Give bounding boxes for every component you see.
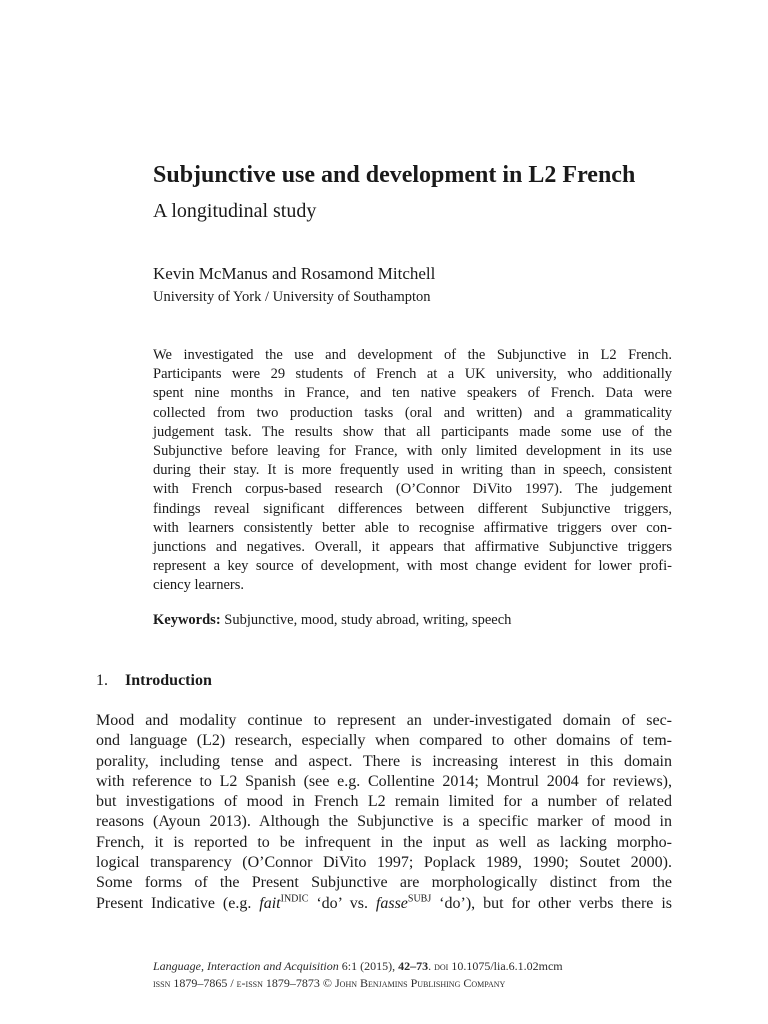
gloss-subj: SUBJ [407,893,432,905]
body-line: porality, including tense and aspect. There is increasing interest in this domain [96,752,672,770]
article-subtitle: A longitudinal study [153,200,317,222]
abstract [153,346,672,596]
affiliation: University of York / University of Southampton [153,289,431,305]
abstract-line: findings reveal significant differences between different Subjunctive triggers, [153,500,672,517]
abstract-line: Subjunctive before leaving for France, with only limited development in its use [153,443,672,460]
footer-issn: issn 1879–7865 / e-issn 1879–7873 © John Benjamins Publishing Company [153,976,506,990]
abstract-line: with learners consistently better able to recognise affirmative triggers over con- [153,519,672,536]
journal-name: Language, Interaction and Acquisition [153,959,339,973]
journal-volume: 6:1 (2015), [338,959,399,973]
section-title: Introduction [125,672,212,689]
example-word-fait: fait [259,894,281,912]
body-text-segment: ‘do’), but for other verbs there is [431,894,673,912]
journal-pages: 42–73 [398,959,429,973]
doi-label: . doi [428,959,449,973]
body-line: French, it is reported to be infrequent in the input as well as lacking morpho- [96,833,672,851]
body-line: Some forms of the Present Subjunctive are morphologically distinct from the [96,874,672,892]
body-line: ond language (L2) research, especially when compared to other domains of tem- [96,732,672,750]
abstract-line: spent nine months in France, and ten native speakers of French. Data were [153,385,672,402]
body-line: reasons (Ayoun 2013). Although the Subjunctive is a specific marker of mood in [96,813,672,831]
body-text [96,711,672,914]
abstract-line: during their stay. It is more frequently used in writing than in speech, consistent [153,462,672,479]
footer [153,958,563,992]
section-number: 1. [96,672,108,689]
abstract-line: We investigated the use and development of the Subjunctive in L2 French. [153,347,672,363]
doi-value: 10.1075/lia.6.1.02mcm [448,959,563,973]
article-title: Subjunctive use and development in L2 French [153,162,636,188]
body-line: with reference to L2 Spanish (see e.g. Collentine 2014; Montrul 2004 for reviews), [96,772,672,790]
footer-citation [153,958,563,975]
body-text-segment: ‘do’ vs. [308,894,376,912]
abstract-line: judgement task. The results show that all participants made some use of the [153,423,672,440]
gloss-indic: INDIC [280,893,309,905]
keywords [153,610,511,630]
abstract-line: ciency learners. [153,577,244,594]
body-line: Mood and modality continue to represent an under-investigated domain of sec- [96,712,672,729]
abstract-line: represent a key source of development, with most change evident for lower profi- [153,558,672,575]
abstract-line: collected from two production tasks (oral and written) and a grammaticality [153,404,672,421]
body-text-segment: Present Indicative (e.g. [96,894,260,912]
body-line: but investigations of mood in French L2 remain limited for a number of related [96,793,672,811]
authors: Kevin McManus and Rosamond Mitchell [153,264,436,283]
keywords-label: Keywords: [153,612,221,628]
abstract-line: with French corpus-based research (O’Connor DiVito 1997). The judgement [153,481,672,498]
section-heading [96,670,212,692]
keywords-value: Subjunctive, mood, study abroad, writing, speech [224,612,512,628]
body-line: logical transparency (O’Connor DiVito 1997; Poplack 1989, 1990; Soutet 2000). [96,854,672,872]
example-word-fasse: fasse [375,894,408,912]
body-line-last [96,894,672,914]
abstract-line: junctions and negatives. Overall, it appears that affirmative Subjunctive triggers [153,539,672,556]
abstract-line: Participants were 29 students of French at a UK university, who additionally [153,366,672,383]
